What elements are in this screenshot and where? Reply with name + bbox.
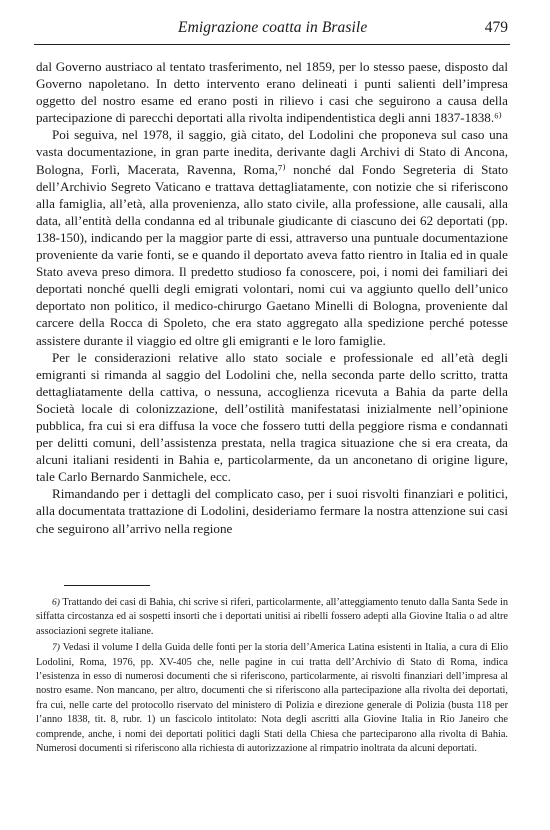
- footnote: [36, 641, 508, 756]
- footnote-text: Trattando dei casi di Bahia, chi scrive si riferì, particolarmente, all’atteggiamento tenuto dalla Santa Sede in siffatta circostanza ed ai sospetti insorti che i deportati unitisi ai ribelli fossero adepti alla Giovine Italia o ad altre associazioni segrete italiane.: [36, 597, 509, 637]
- paragraph: Poi seguiva, nel 1978, il saggio, già citato, del Lodolini che proponeva sul caso una vasta documentazione, in gran parte inedita, derivante dagli Archivi di Stato di Ancona, Bologna, Forlì, Macerata, Ravenna, Roma,⁷⁾ nonché dal Fondo Segreteria di Stato dell’Archivio Segreto Vaticano e trattava dettagliatamente, con notizie che si riferiscono alla famiglia, all’età, alla provenienza, allo stato civile, alla professione, alle causali, alla data, all’entità della condanna ed al tribunale giudicante di ciascuno dei 62 deportati (pp. 138-150), indicando per la maggior parte di essi, attraverso una puntuale documentazione proveniente da varie fonti, se e quando il deportato aveva fatto rientro in Italia ed in quale Stato aveva preso dimora. Il predetto studioso fa conoscere, poi, i nomi dei familiari dei deportati nonché quelli degli emigrati volontari, nomi cui va aggiunto quello dell’unico deportato non politico, il medico-chirurgo Gaetano Minelli di Bologna, proveniente dal carcere della Rocca di Spoleto, che era stato aggregato alla spedizione perché potesse assistere durante il viaggio ed oltre gli emigranti e le loro famiglie.: [36, 127, 508, 348]
- footnote-divider: [64, 585, 150, 586]
- footnotes: [36, 596, 508, 758]
- footnote-marker: 7): [52, 643, 60, 654]
- running-title: Emigrazione coatta in Brasile: [178, 19, 368, 36]
- footnote: [36, 596, 508, 639]
- paragraph: Rimandando per i dettagli del complicato caso, per i suoi risvolti finanziari e politici, alla documentata trattazione di Lodolini, desideriamo fermare la nostra attenzione sui casi che seguirono all’arrivo nella regione: [36, 486, 508, 536]
- page-number: 479: [484, 19, 508, 36]
- running-header: [34, 18, 510, 45]
- paragraph: dal Governo austriaco al tentato trasferimento, nel 1859, per lo stesso paese, disposto dal Governo napoletano. In detto intervento erano delineati i punti salienti dell’impresa oggetto del nostro esame ed erano posti in rilievo i casi che seguirono a causa della partecipazione di parecchi deportati alla rivolta indipendentistica degli anni 1837-1838.⁶⁾: [36, 59, 508, 126]
- footnote-text: Vedasi il volume I della Guida delle fonti per la storia dell’America Latina esistenti in Italia, a cura di Elio Lodolini, Roma, 1976, pp. XV-405 che, nelle pagine in cui tratta dell’Archivio di Stato di Roma, indica l’esistenza in esso di numerosi documenti che si riferiscono, particolarmente, ai risvolti finanziari dell’impresa al nostro esame. Non mancano, per altro, documenti che si riferiscono alla partecipazione alla rivolta dei deportati, fra cui, nelle carte del protocollo riservato del ministero di Polizia e direzione generale di Polizia (busta 118 per l’anno 1838, tit. 8, rubr. 1) un fascicolo intitolato: Nota degli ascritti alla Giovine Italia in Rio Janeiro che comprende, anche, i nomi dei deportati politici dagli Stati della Chiesa che parteciparono alla rivolta di Bahia. Numerosi documenti si riferiscono alla richiesta di autorizzazione al rimpatrio inoltrata da alcuni deportati.: [36, 642, 509, 755]
- body-text: [36, 58, 508, 537]
- paragraph: Per le considerazioni relative allo stato sociale e professionale ed all’età degli emigranti si rimanda al saggio del Lodolini che, nella seconda parte dello scritto, tratta dettagliatamente della cattiva, o nessuna, accoglienza ricevuta a Bahia da parte della Società locale di colonizzazione, dell’ostilità manifestatasi inizialmente nell’opinione pubblica, fra cui si era diffusa la voce che fossero tutti della peggiore risma e condannati per delitti comuni, dell’assistenza prestata, nella tragica situazione che si era creata, da alcuni italiani residenti in Bahia e, particolarmente, da un anconetano di origine ligure, tale Carlo Bernardo Sanmichele, ecc.: [36, 349, 508, 485]
- footnote-marker: 6): [52, 598, 60, 608]
